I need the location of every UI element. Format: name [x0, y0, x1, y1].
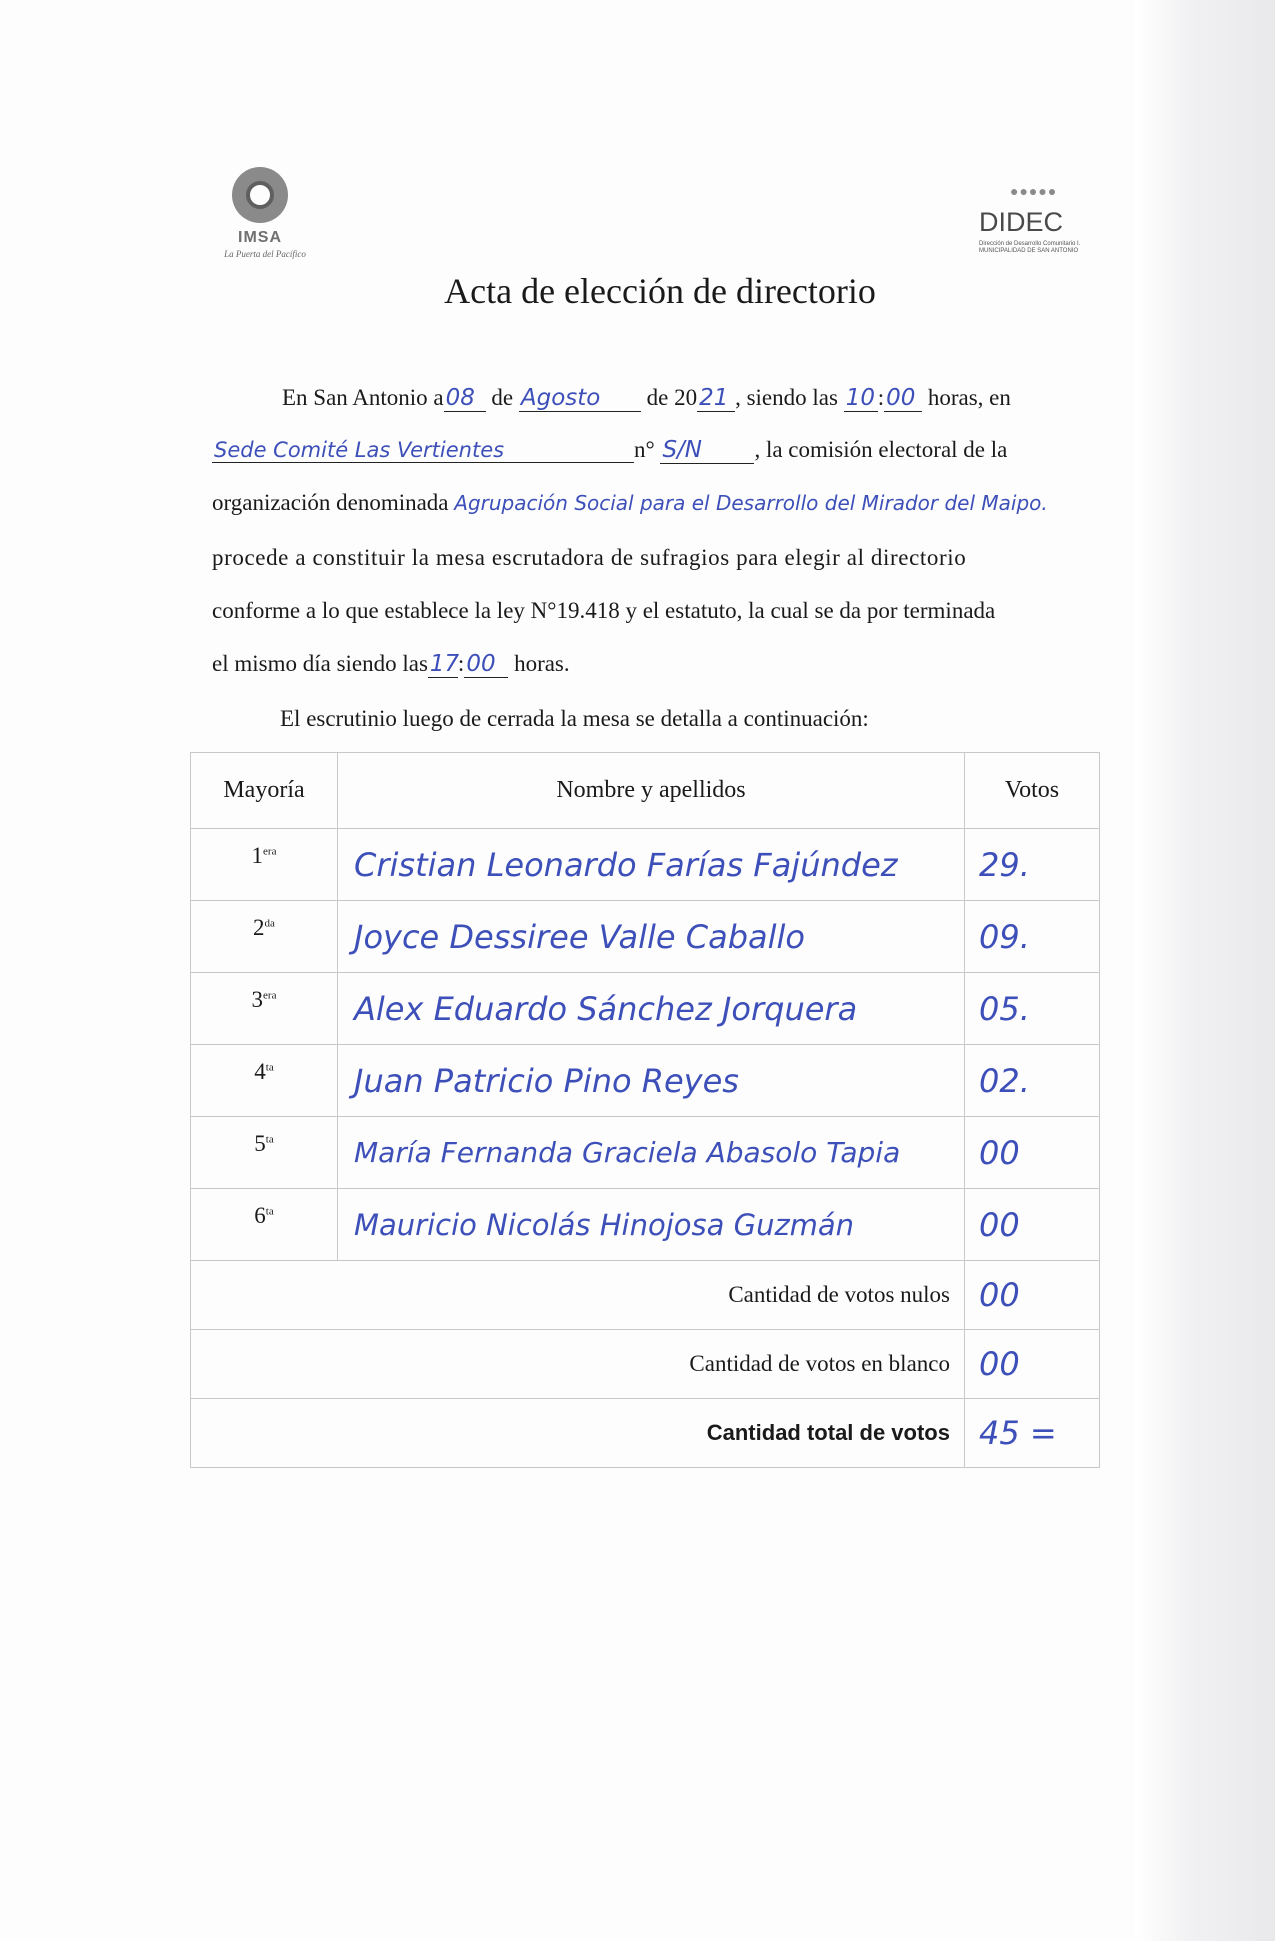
- ordinal-suffix: ta: [265, 1133, 274, 1146]
- total-votes-cell: [965, 1399, 1100, 1468]
- table-row: [191, 973, 1100, 1045]
- text-l6a: el mismo día siendo las: [212, 651, 428, 676]
- table-header-row: [191, 753, 1100, 829]
- table-row: [191, 829, 1100, 901]
- table-row: [191, 1189, 1100, 1261]
- majority-cell: [191, 829, 338, 901]
- blank-votes-label: Cantidad de votos en blanco: [191, 1330, 965, 1399]
- table-row: [191, 1045, 1100, 1117]
- text-l6b: :: [457, 651, 465, 676]
- scan-edge: [1135, 0, 1275, 1941]
- imsa-logo: [205, 165, 335, 265]
- blank-votes-cell: [965, 1330, 1100, 1399]
- text-l3a: organización denominada: [212, 490, 449, 515]
- place-field: Sede Comité Las Vertientes: [212, 438, 634, 463]
- text-l2b: , la comisión electoral de la: [754, 437, 1008, 462]
- ordinal-number: 5: [254, 1131, 266, 1156]
- header-votes: Votos: [965, 753, 1100, 829]
- votes-cell: [965, 973, 1100, 1045]
- name-cell: [338, 829, 965, 901]
- imsa-emblem-icon: [232, 167, 288, 223]
- null-votes-label: Cantidad de votos nulos: [191, 1261, 965, 1330]
- ordinal-number: 4: [254, 1059, 266, 1084]
- candidate-votes: 09.: [979, 917, 1030, 956]
- header-name: Nombre y apellidos: [338, 753, 965, 829]
- blank-votes-value: 00: [979, 1345, 1020, 1383]
- text-l1a: En San Antonio a: [282, 385, 444, 410]
- body-line-4: procede a constituir la mesa escrutadora de sufragios para elegir al directorio: [212, 545, 967, 570]
- ordinal-number: 6: [254, 1203, 266, 1228]
- majority-cell: [191, 973, 338, 1045]
- organization-name-field: Agrupación Social para el Desarrollo del Mirador del Maipo.: [454, 491, 1048, 515]
- total-votes-value: 45 =: [979, 1414, 1057, 1452]
- candidate-votes: 05.: [979, 989, 1030, 1028]
- imsa-logo-name: IMSA: [238, 229, 282, 246]
- body-line-6: [212, 651, 570, 678]
- total-votes-row: [191, 1399, 1100, 1468]
- candidate-name: Juan Patricio Pino Reyes: [354, 1061, 739, 1100]
- name-cell: [338, 901, 965, 973]
- text-l1b: de: [491, 385, 514, 410]
- hour-start-field: 10: [844, 385, 878, 412]
- candidate-votes: 00: [979, 1205, 1020, 1244]
- candidate-name: Cristian Leonardo Farías Fajúndez: [354, 845, 898, 884]
- ordinal-suffix: era: [263, 845, 277, 858]
- scrutiny-table: [190, 752, 1100, 1468]
- number-field: S/N: [660, 437, 754, 464]
- ordinal-number: 2: [253, 915, 265, 940]
- body-line-3: [212, 490, 1048, 516]
- majority-cell: [191, 901, 338, 973]
- month-field: Agosto: [519, 385, 641, 412]
- body-line-1: [282, 385, 1011, 412]
- ordinal-number: 3: [251, 987, 264, 1012]
- null-votes-row: [191, 1261, 1100, 1330]
- ordinal-suffix: ta: [265, 1205, 274, 1218]
- body-line-7: El escrutinio luego de cerrada la mesa se detalla a continuación:: [280, 706, 869, 731]
- total-votes-label: Cantidad total de votos: [191, 1399, 965, 1468]
- dideco-logo-subtitle: Dirección de Desarrollo Comunitario I. MUNICIPALIDAD DE SAN ANTONIO: [979, 241, 1081, 254]
- text-l1c: de 20: [646, 385, 698, 410]
- name-cell: [338, 1117, 965, 1189]
- majority-cell: [191, 1117, 338, 1189]
- text-l2a: n°: [634, 437, 655, 462]
- text-l1e: :: [877, 385, 885, 410]
- majority-cell: [191, 1045, 338, 1117]
- table-row: [191, 1117, 1100, 1189]
- candidate-votes: 00: [979, 1133, 1020, 1172]
- name-cell: [338, 973, 965, 1045]
- votes-cell: [965, 1189, 1100, 1261]
- ordinal-suffix: ta: [265, 1061, 274, 1074]
- body-line-5: conforme a lo que establece la ley N°19.418 y el estatuto, la cual se da por terminada: [212, 598, 996, 623]
- text-l1d: , siendo las: [735, 385, 838, 410]
- dideco-dots-icon: ●●●●●: [1010, 185, 1058, 200]
- minute-end-field: 00: [464, 651, 508, 678]
- ordinal-suffix: era: [263, 989, 277, 1002]
- name-cell: [338, 1045, 965, 1117]
- ordinal-suffix: da: [264, 917, 275, 930]
- candidate-votes: 02.: [979, 1061, 1030, 1100]
- name-cell: [338, 1189, 965, 1261]
- candidate-name: Alex Eduardo Sánchez Jorquera: [354, 989, 858, 1028]
- candidate-votes: 29.: [979, 845, 1030, 884]
- hour-end-field: 17: [429, 651, 460, 677]
- day-field: 08: [444, 385, 486, 412]
- body-line-2: [212, 437, 1007, 464]
- imsa-logo-tagline: La Puerta del Pacífico: [224, 249, 306, 259]
- votes-cell: [965, 901, 1100, 973]
- year-field: 21: [697, 385, 735, 412]
- candidate-name: Joyce Dessiree Valle Caballo: [354, 917, 805, 956]
- page-title: Acta de elección de directorio: [444, 271, 876, 311]
- majority-cell: [191, 1189, 338, 1261]
- dideco-logo: [975, 185, 1125, 265]
- dideco-logo-name: DIDEC: [979, 207, 1064, 237]
- table-row: [191, 901, 1100, 973]
- ordinal-number: 1: [251, 843, 264, 868]
- text-l1f: horas, en: [927, 385, 1011, 410]
- votes-cell: [965, 1045, 1100, 1117]
- candidate-name: Mauricio Nicolás Hinojosa Guzmán: [354, 1207, 855, 1242]
- minute-start-field: 00: [884, 385, 922, 412]
- null-votes-cell: [965, 1261, 1100, 1330]
- blank-votes-row: [191, 1330, 1100, 1399]
- votes-cell: [965, 1117, 1100, 1189]
- candidate-name: María Fernanda Graciela Abasolo Tapia: [354, 1136, 901, 1169]
- header-majority: Mayoría: [191, 753, 338, 829]
- null-votes-value: 00: [979, 1276, 1020, 1314]
- text-l6c: horas.: [514, 651, 570, 676]
- votes-cell: [965, 829, 1100, 901]
